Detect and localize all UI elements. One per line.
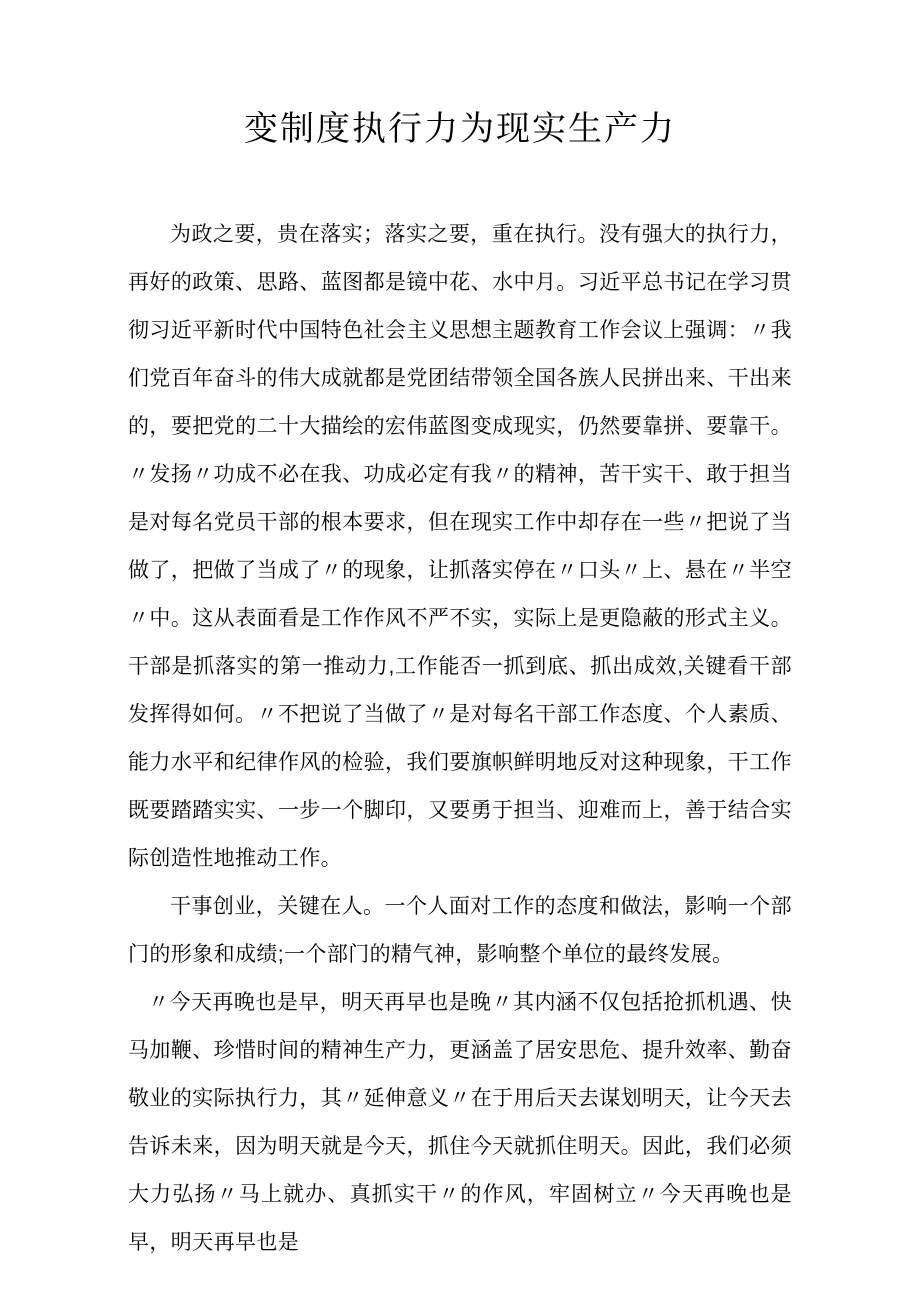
paragraph-3: 〃今天再晚也是早，明天再早也是晚〃其内涵不仅包括抢抓机遇、快马加鞭、珍惜时间的精神生产力，更涵盖了居安思危、提升效率、勤奋敬业的实际执行力，其〃延伸意义〃在于用后天去谋划明天，让今天去告诉未来，因为明天就是今天，抓住今天就抓住明天。因此，我们必须大力弘扬〃马上就办、真抓实干〃的作风，牢固树立〃今天再晚也是早，明天再早也是 [128, 991, 792, 1254]
document-title: 变制度执行力为现实生产力 [244, 111, 676, 148]
paragraph-2: 干事创业，关键在人。一个人面对工作的态度和做法，影响一个部门的形象和成绩;一个部门的精气神，影响整个单位的最终发展。 [128, 895, 792, 966]
document-body [0, 211, 920, 1267]
paragraph-1: 为政之要，贵在落实；落实之要，重在执行。没有强大的执行力，再好的政策、思路、蓝图都是镜中花、水中月。习近平总书记在学习贯彻习近平新时代中国特色社会主义思想主题教育工作会议上强调：〃我们党百年奋斗的伟大成就都是党团结带领全国各族人民拼出来、干出来的，要把党的二十大描绘的宏伟蓝图变成现实，仍然要靠拼、要靠干。〃发扬〃功成不必在我、功成必定有我〃的精神，苦干实干、敢于担当是对每名党员干部的根本要求，但在现实工作中却存在一些〃把说了当做了，把做了当成了〃的现象，让抓落实停在〃口头〃上、悬在〃半空〃中。这从表面看是工作作风不严不实，实际上是更隐蔽的形式主义。干部是抓落实的第一推动力,工作能否一抓到底、抓出成效,关键看干部发挥得如何。〃不把说了当做了〃是对每名干部工作态度、个人素质、能力水平和纪律作风的检验，我们要旗帜鲜明地反对这种现象，干工作既要踏踏实实、一步一个脚印，又要勇于担当、迎难而上，善于结合实际创造性地推动工作。 [128, 223, 792, 870]
